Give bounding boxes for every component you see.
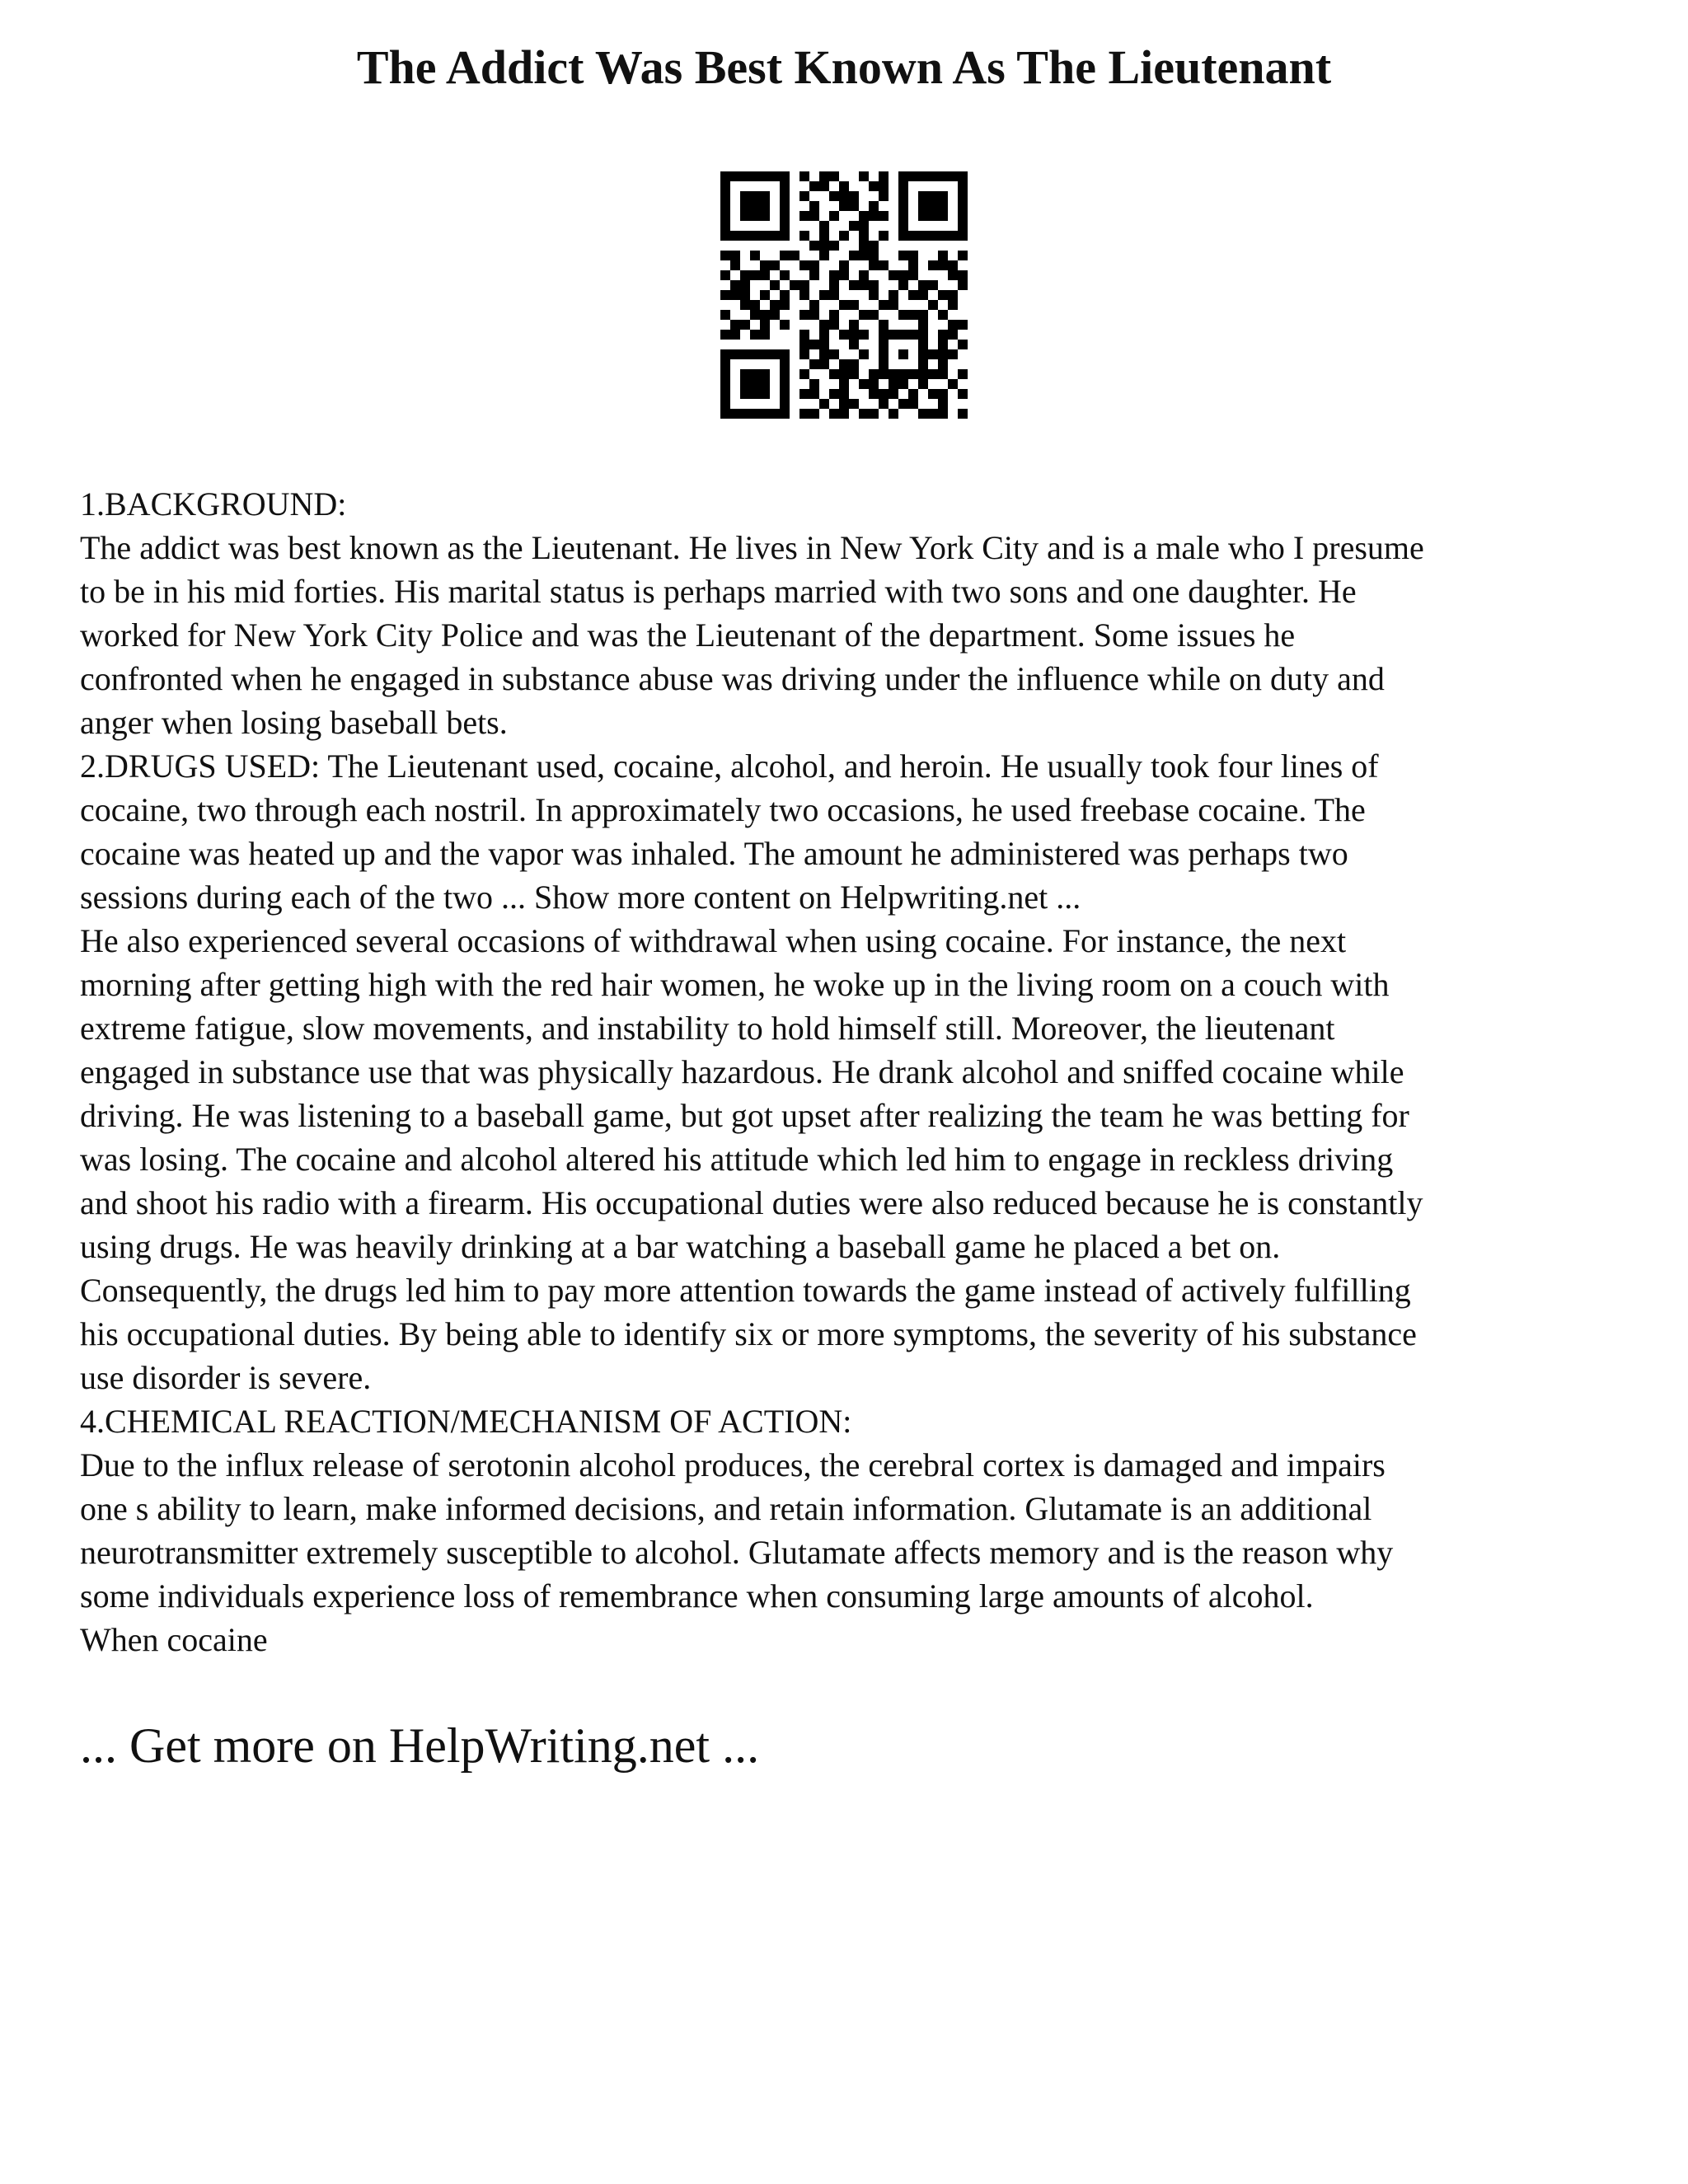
paragraph-withdrawal: He also experienced several occasions of withdrawal when using cocaine. For instance, the next morning after getting high with the red hair women, he woke up in the living room on a couch with extreme fatigue, slow movements, and instability to hold himself still. Moreover, the lieutenant engaged in substance use that was physically hazardous. He drank alcohol and sniffed cocaine while driving. He was listening to a baseball game, but got upset after realizing the team he was betting for was losing. The cocaine and alcohol altered his attitude which led him to engage in reckless driving and shoot his radio with a firearm. His occupational duties were also reduced because he is constantly using drugs. He was heavily drinking at a bar watching a baseball game he placed a bet on. Consequently, the drugs led him to pay more attention towards the game instead of actively fulfilling his occupational duties. By being able to identify six or more symptoms, the severity of his substance use disorder is severe. [80,922,1423,1396]
paragraph-background: The addict was best known as the Lieutenant. He lives in New York City and is a male who I presume to be in his mid forties. His marital status is perhaps married with two sons and one daughter. He worked for New York City Police and was the Lieutenant of the department. Some issues he confronted when he engaged in substance abuse was driving under the influence while on duty and anger when losing baseball bets. [80,529,1424,741]
get-more-link[interactable]: ... Get more on HelpWriting.net ... [80,1718,760,1773]
article-body [80,482,1613,1661]
section-heading-background: 1.BACKGROUND: [80,485,347,523]
qr-code-icon [720,171,968,419]
paragraph-truncated: When cocaine [80,1621,268,1658]
section-heading-chemical-reaction: 4.CHEMICAL REACTION/MECHANISM OF ACTION: [80,1403,852,1440]
paragraph-drugs-used: 2.DRUGS USED: The Lieutenant used, cocaine, alcohol, and heroin. He usually took four lines of cocaine, two through each nostril. In approximately two occasions, he used freebase cocaine. The cocaine was heated up and the vapor was inhaled. The amount he administered was perhaps two sessions during each of the two ... Show more content on Helpwriting.net ... [80,748,1379,916]
paragraph-chemical-reaction: Due to the influx release of serotonin alcohol produces, the cerebral cortex is damaged and impairs one s ability to learn, make informed decisions, and retain information. Glutamate is an additional neurotransmitter extremely susceptible to alcohol. Glutamate affects memory and is the reason why some individuals experience loss of remembrance when consuming large amounts of alcohol. [80,1446,1394,1615]
page-title: The Addict Was Best Known As The Lieutenant [356,40,1332,94]
